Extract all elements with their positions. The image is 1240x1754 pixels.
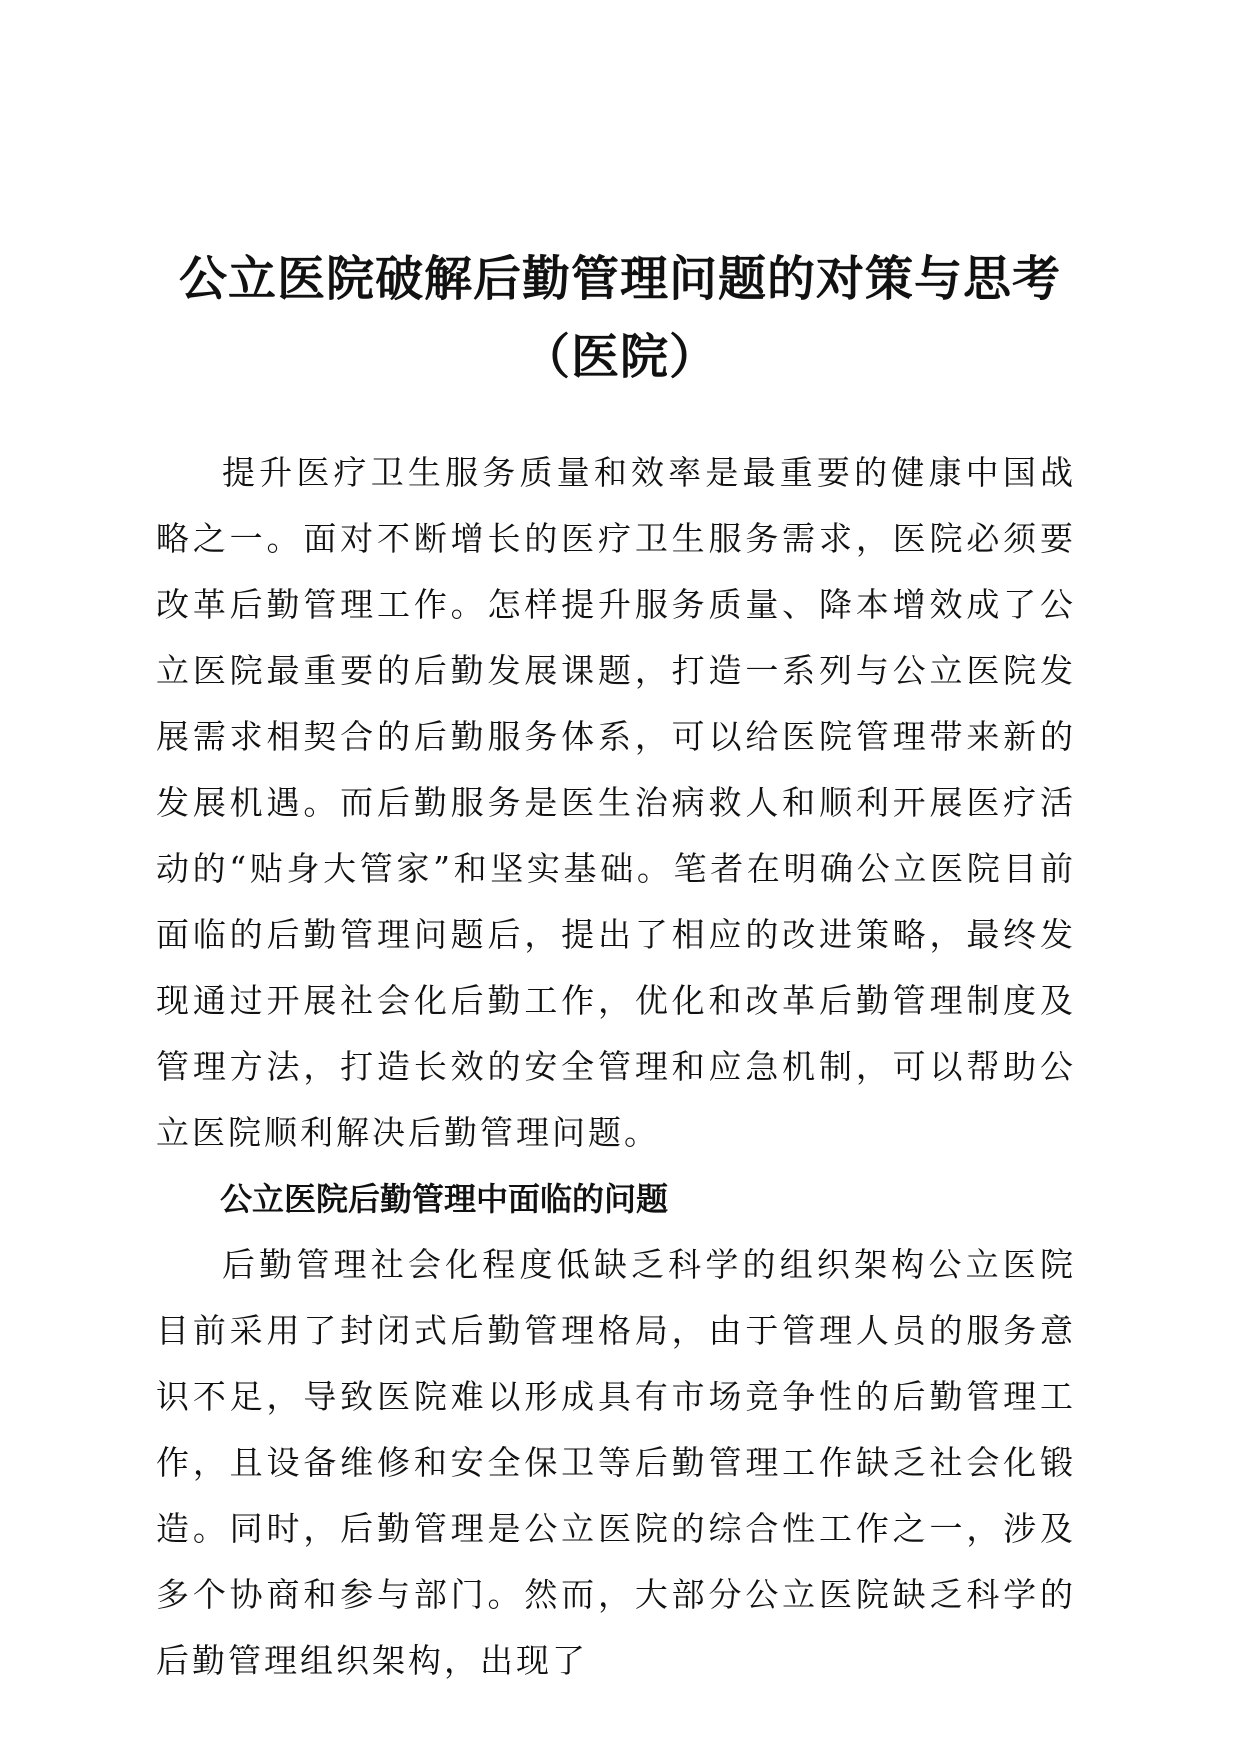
document-body bbox=[156, 440, 1076, 1694]
intro-paragraph: 提升医疗卫生服务质量和效率是最重要的健康中国战略之一。面对不断增长的医疗卫生服务需求，医院必须要改革后勤管理工作。怎样提升服务质量、降本增效成了公立医院最重要的后勤发展课题，打造一系列与公立医院发展需求相契合的后勤服务体系，可以给医院管理带来新的发展机遇。而后勤服务是医生治病救人和顺利开展医疗活动的“贴身大管家”和坚实基础。笔者在明确公立医院目前面临的后勤管理问题后，提出了相应的改进策略，最终发现通过开展社会化后勤工作，优化和改革后勤管理制度及管理方法，打造长效的安全管理和应急机制，可以帮助公立医院顺利解决后勤管理问题。 bbox=[156, 453, 1076, 1152]
body-paragraph: 后勤管理社会化程度低缺乏科学的组织架构公立医院目前采用了封闭式后勤管理格局，由于管理人员的服务意识不足，导致医院难以形成具有市场竞争性的后勤管理工作，且设备维修和安全保卫等后勤管理工作缺乏社会化锻造。同时，后勤管理是公立医院的综合性工作之一，涉及多个协商和参与部门。然而，大部分公立医院缺乏科学的后勤管理组织架构，出现了 bbox=[156, 1245, 1076, 1680]
section-heading: 公立医院后勤管理中面临的问题 bbox=[220, 1180, 669, 1218]
document-title: 公立医院破解后勤管理问题的对策与思考（医院） bbox=[178, 251, 1061, 385]
